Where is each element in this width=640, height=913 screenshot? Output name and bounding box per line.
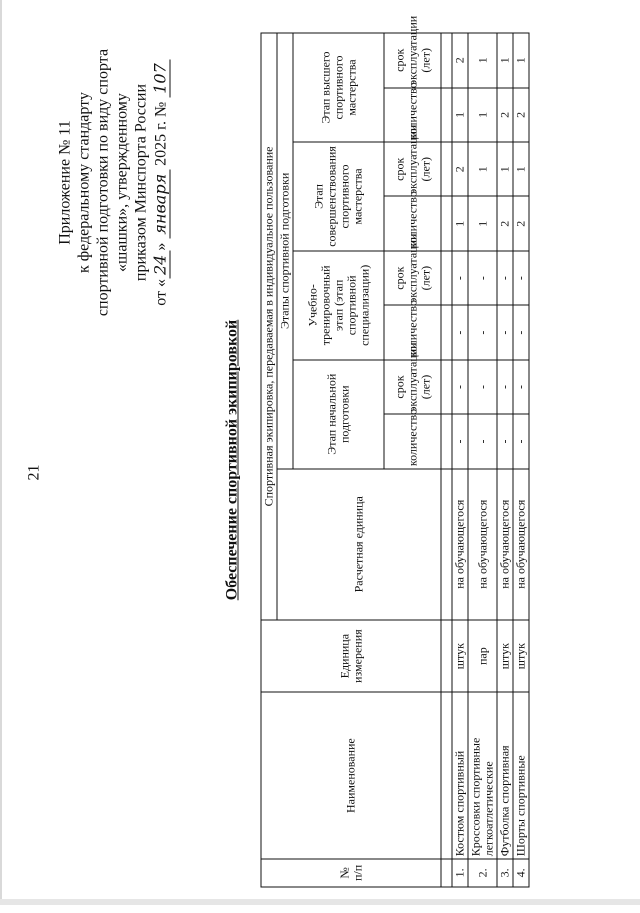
appendix-line: приказом Минспорта России: [132, 83, 150, 282]
row-stage3-term: 1: [468, 142, 497, 196]
appendix-date-line: от «24» января 2025 г. № 107: [151, 28, 171, 338]
scan-edge: [0, 0, 2, 905]
header-qty: количество: [384, 414, 441, 468]
header-term: срок эксплуатации (лет): [384, 360, 441, 414]
row-stage1-term: -: [452, 360, 468, 414]
table-row: [452, 33, 468, 887]
row-stage1-term: -: [497, 360, 513, 414]
row-stage1-qty: -: [468, 414, 497, 468]
header-num: № п/п: [261, 859, 441, 887]
header-term: срок эксплуатации (лет): [384, 33, 441, 88]
row-stage3-qty: 1: [452, 196, 468, 250]
row-stage4-term: 2: [452, 33, 468, 88]
table-row: [468, 33, 497, 887]
header-term: срок эксплуатации (лет): [384, 142, 441, 196]
header-calc-unit: Расчетная единица: [277, 469, 441, 620]
row-stage3-term: 2: [452, 142, 468, 196]
header-stage-4: Этап высшего спортивного мастерства: [293, 33, 384, 142]
row-stage4-term: 1: [497, 33, 513, 88]
row-unit: штук: [497, 620, 513, 693]
document-page: [8, 8, 608, 913]
row-name: Футболка спортивная: [497, 692, 513, 858]
row-stage3-term: 1: [513, 142, 529, 196]
appendix-line: спортивной подготовки по виду спорта: [94, 48, 112, 317]
appendix-line: к федеральному стандарту: [75, 92, 93, 273]
row-calc-unit: на обучающегося: [513, 469, 529, 620]
row-stage1-qty: -: [497, 414, 513, 468]
table-gap-cell: [441, 859, 452, 887]
row-name: Шорты спортивные: [513, 692, 529, 858]
header-name: Наименование: [261, 692, 441, 858]
row-stage4-qty: 2: [497, 88, 513, 142]
row-name: Кроссовки спортивные легкоатлетические: [468, 692, 497, 858]
header-qty: количество: [384, 88, 441, 142]
header-stage-2: Учебно-тренировочный этап (этап спортивной специализации): [293, 251, 384, 360]
row-stage3-qty: 2: [497, 196, 513, 250]
header-qty: количество: [384, 305, 441, 359]
row-num: 4.: [513, 859, 529, 887]
header-stages: Этапы спортивной подготовки: [277, 33, 293, 469]
equipment-table: [261, 15, 530, 888]
row-stage2-term: -: [468, 251, 497, 305]
row-stage4-qty: 1: [468, 88, 497, 142]
page-title: Обеспечение спортивной экипировкой: [223, 319, 241, 601]
header-qty: количество: [384, 196, 441, 250]
page-number: 21: [25, 464, 43, 481]
row-stage1-qty: -: [513, 414, 529, 468]
header-unit: Единица измерения: [261, 620, 441, 693]
row-stage3-term: 1: [497, 142, 513, 196]
header-stage-1: Этап начальной подготовки: [293, 360, 384, 469]
row-stage1-term: -: [468, 360, 497, 414]
row-num: 3.: [497, 859, 513, 887]
row-num: 2.: [468, 859, 497, 887]
row-calc-unit: на обучающегося: [497, 469, 513, 620]
header-term: срок эксплуатации (лет): [384, 251, 441, 305]
appendix-title: Приложение № 11: [56, 120, 74, 245]
header-stage-3: Этап совершенствования спортивного мастерства: [293, 142, 384, 251]
row-stage2-qty: -: [452, 305, 468, 359]
row-stage1-term: -: [513, 360, 529, 414]
header-group: Спортивная экипировка, передаваемая в индивидуальное пользование: [261, 33, 277, 620]
row-stage2-qty: -: [497, 305, 513, 359]
row-stage3-qty: 2: [513, 196, 529, 250]
handwritten-day: 24: [151, 251, 171, 279]
row-stage4-qty: 1: [452, 88, 468, 142]
row-calc-unit: на обучающегося: [452, 469, 468, 620]
row-stage2-term: -: [452, 251, 468, 305]
row-name: Костюм спортивный: [452, 692, 468, 858]
row-unit: штук: [452, 620, 468, 693]
row-stage2-term: -: [513, 251, 529, 305]
row-stage3-qty: 1: [468, 196, 497, 250]
row-unit: пар: [468, 620, 497, 693]
row-stage4-term: 1: [468, 33, 497, 88]
handwritten-month: января: [151, 170, 171, 239]
appendix-block: [56, 28, 171, 338]
appendix-line: «шашки», утвержденному: [113, 93, 131, 272]
handwritten-order-number: 107: [151, 59, 171, 98]
row-stage1-qty: -: [452, 414, 468, 468]
row-num: 1.: [452, 859, 468, 887]
row-stage4-qty: 2: [513, 88, 529, 142]
table-row: [513, 33, 529, 887]
row-stage2-qty: -: [468, 305, 497, 359]
row-calc-unit: на обучающегося: [468, 469, 497, 620]
row-stage4-term: 1: [513, 33, 529, 88]
row-unit: штук: [513, 620, 529, 693]
row-stage2-term: -: [497, 251, 513, 305]
table-row: [497, 33, 513, 887]
row-stage2-qty: -: [513, 305, 529, 359]
